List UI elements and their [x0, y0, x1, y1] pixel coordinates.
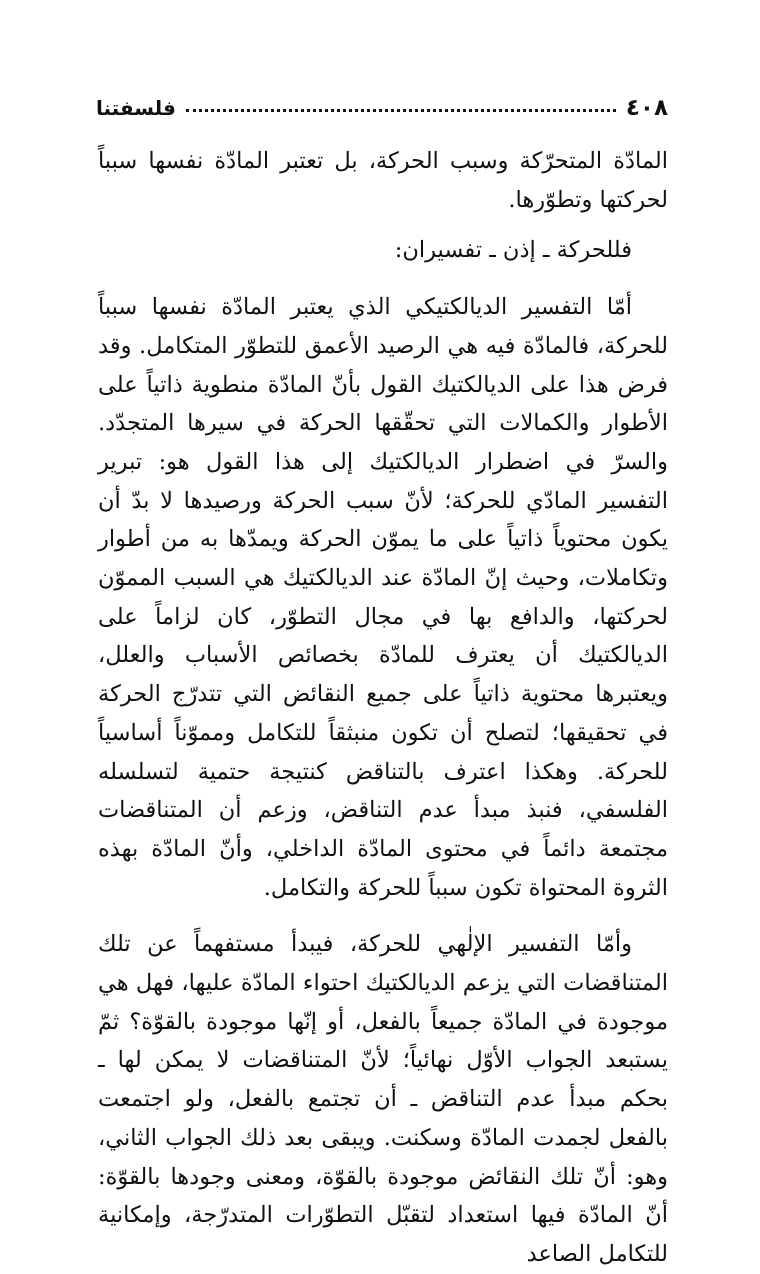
- dotted-leader: [186, 109, 616, 112]
- paragraph: المادّة المتحرّكة وسبب الحركة، بل تعتبر المادّة نفسها سبباً لحركتها وتطوّرها.: [98, 148, 668, 213]
- book-title: فلسفتنا: [96, 96, 176, 120]
- page-number: ٤٠٨: [625, 95, 668, 121]
- paragraph: فللحركة ـ إذن ـ تفسيران:: [394, 237, 632, 264]
- paragraph: وأمّا التفسير الإلٰهي للحركة، فيبدأ مستفهماً عن تلك المتناقضات التي يزعم الديالكتيك احتواء المادّة عليها، فهل هي موجودة في المادّة جميعاً بالفعل، أو إنّها موجودة بالقوّة؟ ثمّ يستبعد الجواب الأوّل نهائياً؛ لأنّ المتناقضات لا يمكن لها ـ بحكم مبدأ عدم التناقض ـ أن تجتمع بالفعل، ولو اجتمعت بالفعل لجمدت المادّة وسكنت. ويبقى بعد ذلك الجواب الثاني، وهو: أنّ تلك النقائض موجودة بالقوّة، ومعنى وجودها بالقوّة: أنّ المادّة فيها استعداد لتقبّل التطوّرات المتدرّجة، وإمكانية للتكامل الصاعد: [98, 931, 668, 1267]
- paragraph: أمّا التفسير الديالكتيكي الذي يعتبر المادّة نفسها سبباً للحركة، فالمادّة فيه هي الرصيد الأعمق للتطوّر المتكامل. وقد فرض هذا على الديالكتيك القول بأنّ المادّة منطوية ذاتياً على الأطوار والكمالات التي تحقّقها الحركة في سيرها المتجدّد. والسرّ في اضطرار الديالكتيك إلى هذا القول هو: تبرير التفسير المادّي للحركة؛ لأنّ سبب الحركة ورصيدها لا بدّ أن يكون محتوياً ذاتياً على ما يموّن الحركة ويمدّها به من أطوار وتكاملات، وحيث إنّ المادّة عند الديالكتيك هي السبب المموّن لحركتها، والدافع بها في مجال التطوّر، كان لزاماً على الديالكتيك أن يعترف للمادّة بخصائص الأسباب والعلل، ويعتبرها محتوية ذاتياً على جميع النقائض التي تتدرّج الحركة في تحقيقها؛ لتصلح أن تكون منبثقاً للتكامل ومموّناً أساسياً للحركة. وهكذا اعترف بالتناقض كنتيجة حتمية لتسلسله الفلسفي، فنبذ مبدأ عدم التناقض، وزعم أن المتناقضات مجتمعة دائماً في محتوى المادّة الداخلي، وأنّ المادّة بهذه الثروة المحتواة تكون سبباً للحركة والتكامل.: [98, 294, 668, 901]
- page-body: [98, 142, 668, 1274]
- running-header: [96, 88, 668, 128]
